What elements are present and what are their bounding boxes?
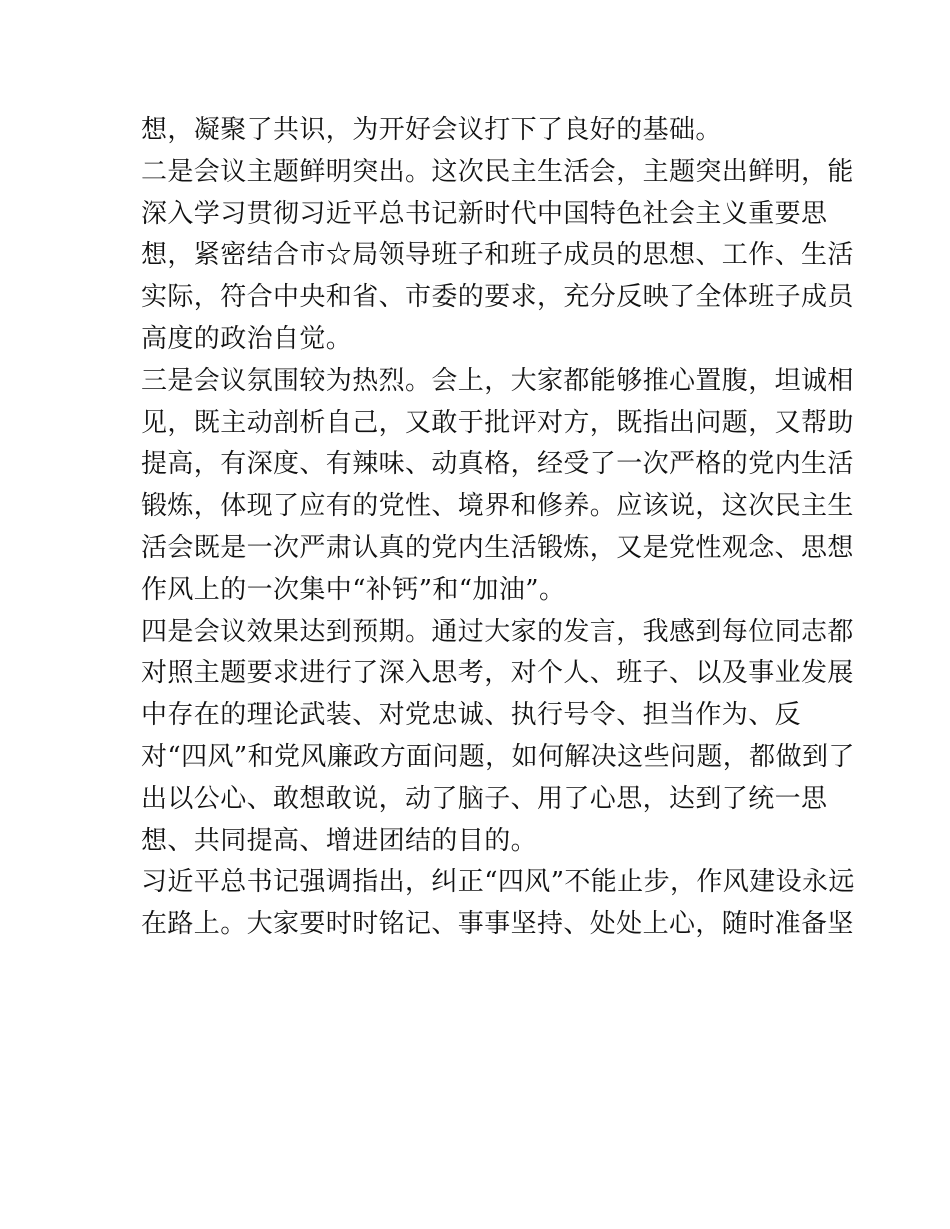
- text-line: 对照主题要求进行了深入思考，对个人、班子、以及事业发展: [141, 658, 854, 689]
- text-line: 提高，有深度、有辣味、动真格，经受了一次严格的党内生活: [141, 449, 854, 480]
- text-line: 活会既是一次严肃认真的党内生活锻炼，又是党性观念、思想: [141, 532, 854, 563]
- text-line: 习近平总书记强调指出，纠正“四风”不能止步，作风建设永远: [141, 867, 855, 898]
- text-line: 深入学习贯彻习近平总书记新时代中国特色社会主义重要思: [141, 198, 828, 229]
- text-line: 四是会议效果达到预期。通过大家的发言，我感到每位同志都: [141, 616, 854, 647]
- text-line: 三是会议氛围较为热烈。会上，大家都能够推心置腹，坦诚相: [141, 365, 854, 396]
- text-line: 中存在的理论武装、对党忠诚、执行号令、担当作为、反: [141, 700, 802, 731]
- text-line: 二是会议主题鲜明突出。这次民主生活会，主题突出鲜明，能: [141, 156, 854, 187]
- text-line: 想，紧密结合市☆局领导班子和班子成员的思想、工作、生活: [141, 240, 854, 271]
- text-line: 出以公心、敢想敢说，动了脑子、用了心思，达到了统一思: [141, 783, 828, 814]
- text-line: 想、共同提高、增进团结的目的。: [141, 825, 538, 856]
- text-line: 在路上。大家要时时铭记、事事坚持、处处上心，随时准备坚: [141, 909, 854, 940]
- text-line: 见，既主动剖析自己，又敢于批评对方，既指出问题，又帮助: [141, 407, 854, 438]
- text-line: 实际，符合中央和省、市委的要求，充分反映了全体班子成员: [141, 282, 854, 313]
- text-line: 锻炼，体现了应有的党性、境界和修养。应该说，这次民主生: [141, 491, 854, 522]
- text-line: 高度的政治自觉。: [141, 323, 353, 354]
- text-line: 对“四风”和党风廉政方面问题，如何解决这些问题，都做到了: [141, 741, 855, 772]
- document-body: [141, 110, 855, 946]
- text-line: 作风上的一次集中“补钙”和“加油”。: [141, 574, 566, 605]
- text-line: 想，凝聚了共识，为开好会议打下了良好的基础。: [141, 115, 722, 145]
